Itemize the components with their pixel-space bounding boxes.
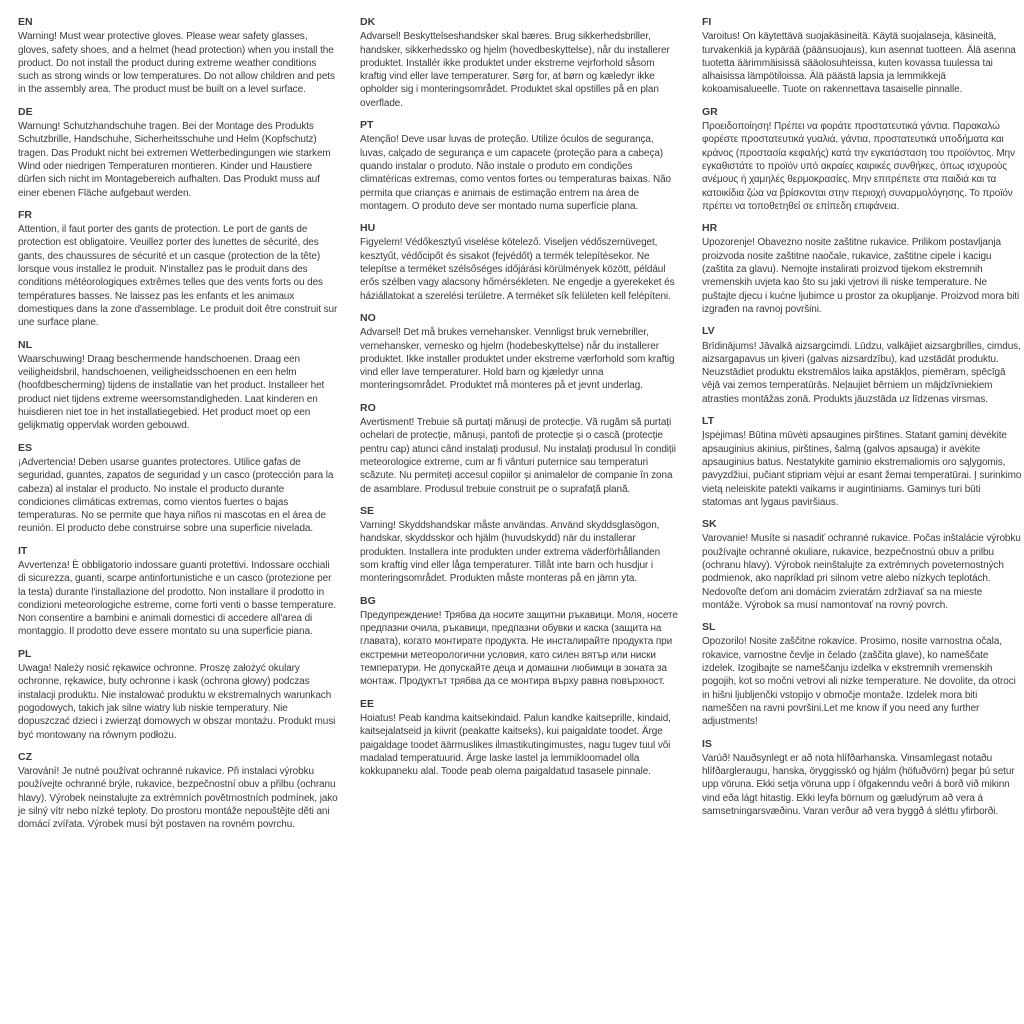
language-section-dk [360, 16, 680, 110]
language-section-sl [702, 621, 1022, 728]
language-section-pl [18, 648, 338, 742]
warning-text: Предупреждение! Трябва да носите защитни ръкавици. Моля, носете предпазни очила, ръкавици, предпазни обувки и каска (защита на главата), когато монтирате продукта. Не инсталирайте продукта при екстремни метеорологични условия, като силен вятър или ниски температури. Не допускайте деца и домашни любимци в зоната за монтаж. Продуктът трябва да се монтира върху равна повърхност. [360, 609, 678, 688]
language-code-label: HR [702, 222, 718, 235]
warning-text: Warning! Must wear protective gloves. Please wear safety glasses, gloves, safety shoes, and a helmet (head protection) when you install the product. Do not install the product during extreme weather conditions such as strong winds or low temperatures. Do not allow children and pets in the assembly area. The product must be built on a level surface. [18, 31, 335, 96]
warning-column-right [702, 16, 1022, 1014]
language-code-label: PT [360, 119, 374, 132]
warning-text: Advarsel! Det må brukes vernehansker. Vennligst bruk vernebriller, vernehansker, vernesko og hjelm (hodebeskyttelse) når du installerer produktet. Ikke installer produktet under ekstreme værforhold som kraftig vind eller lave temperaturer. Hold barn og kjæledyr unna monteringsområdet. Produktet må monteres på et jevnt underlag. [360, 327, 675, 392]
warning-text: Warnung! Schutzhandschuhe tragen. Bei der Montage des Produkts Schutzbrille, Handschuhe, Sicherheitsschuhe und Helm (Kopfschutz) tragen. Das Produkt nicht bei extremen Wetterbedingungen wie starkem Wind oder niedrigen Temperaturen montieren. Kinder und Haustiere dürfen sich nicht im Montagebereich aufhalten. Das Produkt muss auf einer ebenen Fläche aufgebaut werden. [18, 121, 331, 199]
language-code-label: PL [18, 647, 32, 660]
warning-text: Įspėjimas! Būtina mūvėti apsaugines pirštines. Statant gaminį dėvėkite apsauginius akinius, pirštines, šalmą (galvos apsauga) ir avėkite apsauginius batus. Nestatykite gaminio ekstremaliomis oro sąlygomis, pavyzdžiui, pučiant stipriam vėjui ar esant žemai temperatūrai. Į surinkimo vietą neleiskite patekti vaikams ir augintiniams. Gaminys turi būti statomas ant lygaus paviršiaus. [702, 430, 1022, 508]
language-code-label: SK [702, 518, 717, 531]
language-code-label: EN [18, 16, 33, 28]
warning-text: Atenção! Deve usar luvas de proteção. Utilize óculos de segurança, luvas, calçado de segurança e um capacete (proteção para a cabeça) quando instalar o produto. Não instale o produto em condições climatéricas extremas, como ventos fortes ou temperaturas baixas. Não permita que crianças e animais de estimação entrem na área de montagem. O produto deve ser montado numa superfície plana. [360, 134, 672, 212]
language-code-label: RO [360, 401, 376, 414]
language-code-label: IT [18, 544, 28, 557]
language-section-pt [360, 119, 680, 213]
language-code-label: LT [702, 415, 715, 428]
language-section-de [18, 106, 338, 200]
language-code-label: IS [702, 737, 712, 750]
language-code-label: SL [702, 621, 716, 634]
warning-text: Avertisment! Trebuie să purtați mănuși de protecție. Vă rugăm să purtați ochelari de protecție, mănuși, pantofi de protecție și o cască (protecție pentru cap) atunci când instalați produsul. Nu instalați produsul în condiții meteorologice extreme, cum ar fi vânturi puternice sau temperaturi scăzute. Nu permiteți accesul copiilor și animalelor de companie în zona de asamblare. Produsul trebuie construit pe o suprafață plană. [360, 417, 676, 495]
language-code-label: HU [360, 222, 376, 235]
language-code-label: SE [360, 504, 375, 517]
language-code-label: EE [360, 697, 375, 710]
language-code-label: NO [360, 311, 376, 324]
language-code-label: DK [360, 16, 376, 28]
warning-text: Figyelem! Védőkesztyű viselése kötelező. Viseljen védőszemüveget, kesztyűt, védőcipőt és sisakot (fejvédőt) a termék telepítésekor. Ne telepítse a terméket szélsőséges időjárási körülmények között, például erős szélben vagy alacsony hőmérsékleten. Ne engedje a gyerekeket és háziállatokat a szerelési területre. A terméket sík felületen kell felépíteni. [360, 237, 675, 302]
warning-text: Advarsel! Beskyttelseshandsker skal bæres. Brug sikkerhedsbriller, handsker, sikkerhedssko og hjelm (hovedbeskyttelse), når du installerer produktet. Installér ikke produktet under ekstreme vejrforhold såsom kraftig vind eller lave temperaturer. Sørg for, at børn og kæledyr ikke opholder sig i monteringsområdet. Produktet skal opstilles på en plan overflade. [360, 31, 670, 109]
language-section-bg [360, 595, 680, 689]
language-section-no [360, 312, 680, 393]
warning-text: Waarschuwing! Draag beschermende handschoenen. Draag een veiligheidsbril, handschoenen, veiligheidsschoenen en een helm (hoofdbescherming) tijdens de installatie van het product. Installeer het product niet tijdens extreme weersomstandigheden. Laat kinderen en huisdieren niet toe in het installatiegebied. Het product moet op een gelijkmatig oppervlak worden gebouwd. [18, 353, 325, 432]
warning-text: Avvertenza! È obbligatorio indossare guanti protettivi. Indossare occhiali di sicurezza, guanti, scarpe antinfortunistiche e un casco (protezione per la testa) durante l'installazione del prodotto. Non installare il prodotto in condizioni meteorologiche estreme, come forti venti o basse temperature. Non consentire a bambini e animali domestici di accedere all'area di montaggio. Il prodotto deve essere montato su una superficie piana. [18, 559, 336, 638]
warning-text: Uwaga! Należy nosić rękawice ochronne. Proszę założyć okulary ochronne, rękawice, buty ochronne i kask (ochrona głowy) podczas instalacji produktu. Nie instalować produktu w ekstremalnych warunkach pogodowych, takich jak silne wiatry lub niskie temperatury. Nie dopuszczać dzieci i zwierząt domowych w obszar montażu. Produkt musi być montowany na równym podłożu. [18, 663, 336, 741]
warning-text: Opozorilo! Nosite zaščitne rokavice. Prosimo, nosite varnostna očala, rokavice, varnostne čevlje in čelado (zaščita glave), ko nameščate izdelek. Izogibajte se nameščanju izdelka v ekstremnih vremenskih pogojih, kot so močni vetrovi ali nizke temperature. Ne dovolite, da otroci in hišni ljubljenčki vstopijo v območje montaže. Izdelek mora biti nameščen na ravni površini.Let me know if you need any further adjustments! [702, 636, 1016, 728]
language-section-lt [702, 415, 1022, 509]
language-code-label: CZ [18, 750, 32, 763]
language-code-label: FI [702, 16, 712, 28]
warning-text: Προειδοποίηση! Πρέπει να φοράτε προστατευτικά γάντια. Παρακαλώ φορέστε προστατευτικά γυαλιά, γάντια, προστατευτικά υποδήματα και κράνος (προστασία κεφαλής) κατά την εγκατάσταση του προϊόντος. Μην εγκαθιστάτε το προϊόν υπό ακραίες καιρικές συνθήκες, όπως ισχυρούς ανέμους ή χαμηλές θερμοκρασίες. Μην επιτρέπετε στα παιδιά και τα κατοικίδια ζώα να βρίσκονται στην περιοχή συναρμολόγησης. Το προϊόν πρέπει να τοποθετηθεί σε επίπεδη επιφάνεια. [702, 121, 1015, 212]
warning-text: Attention, il faut porter des gants de protection. Le port de gants de protection est obligatoire. Veuillez porter des lunettes de sécurité, des gants, des chaussures de sécurité et un casque (protection de la tête) lorsque vous installez le produit. N'installez pas le produit dans des conditions météorologiques extrêmes telles que des vents forts ou des températures basses. Ne laissez pas les enfants et les animaux domestiques dans la zone d'assemblage. Le produit doit être construit sur une surface plane. [18, 224, 338, 329]
language-code-label: BG [360, 594, 376, 607]
language-code-label: FR [18, 208, 32, 221]
warning-text: Varúð! Nauðsynlegt er að nota hlífðarhanska. Vinsamlegast notaðu hlífðargleraugu, hanska, öryggisskó og hjálm (höfuðvörn) þegar þú setur upp vöruna. Ekki setja vöruna upp í öfgakenndu veðri á borð við mikinn vind eða lágt hitastig. Ekki leyfa börnum og gæludýrum að vera á samsetningarsvæðinu. Varan verður að vera byggð á sléttu yfirborði. [702, 752, 1015, 818]
language-section-ee [360, 698, 680, 779]
language-code-label: GR [702, 105, 718, 118]
warning-text: Varoitus! On käytettävä suojakäsineitä. Käytä suojalaseja, käsineitä, turvakenkiä ja kypärää (päänsuojaus), kun asennat tuotteen. Älä asenna tuotetta äärimmäisissä sääolosuhteissa, kuten kovassa tuulessa tai alhaisissa lämpötiloissa. Älä päästä lapsia ja lemmikkejä kokoamisalueelle. Tuote on rakennettava tasaiselle pinnalle. [702, 31, 1016, 96]
language-section-hu [360, 222, 680, 303]
warning-text: Hoiatus! Peab kandma kaitsekindaid. Palun kandke kaitseprille, kindaid, kaitsejalatseid ja kiivrit (peakatte kaitseks), kui paigaldate toodet. Ärge paigaldage toodet äärmuslikes ilmastikutingimustes, nagu tugev tuul või madalad temperatuurid. Ärge laske lastel ja lemmikloomadel olla kokkupaneku alal. Toode peab olema paigaldatud tasasele pinnale. [360, 712, 671, 778]
warning-column-left [18, 16, 338, 1014]
language-section-gr [702, 106, 1022, 213]
warning-column-middle [360, 16, 680, 1014]
language-section-cz [18, 751, 338, 832]
language-section-it [18, 545, 338, 639]
language-section-ro [360, 402, 680, 496]
language-section-is [702, 738, 1022, 819]
language-code-label: NL [18, 338, 32, 351]
language-section-se [360, 505, 680, 586]
language-section-fi [702, 16, 1022, 97]
language-code-label: LV [702, 325, 715, 338]
language-section-en [18, 16, 338, 97]
warning-text: Brīdinājums! Jāvalkā aizsargcimdi. Lūdzu, valkājiet aizsargbrilles, cimdus, aizsargapavus un ķiveri (galvas aizsardzību), kad uzstādāt produktu. Neuzstādiet produktu ekstremālos laika apstākļos, piemēram, spēcīgā vējā vai zemos temperatūrās. Neļaujiet bērniem un mājdzīvniekiem atrasties montāžas zonā. Produkts jāuzstāda uz līdzenas virsmas. [702, 340, 1021, 405]
warning-text: Upozorenje! Obavezno nosite zaštitne rukavice. Prilikom postavljanja proizvoda nosite zaštitne naočale, rukavice, zaštitne cipele i kacigu (zaštita za glavu). Nemojte instalirati proizvod tijekom ekstremnih vremenskih uvjeta kao što su jaki vjetrovi ili niske temperature. Ne puštajte djecu i kućne ljubimce u prostor za okupljanje. Proizvod mora biti izgrađen na ravnoj površini. [702, 237, 1020, 315]
language-code-label: DE [18, 105, 33, 118]
language-section-fr [18, 209, 338, 330]
warning-text: ¡Advertencia! Deben usarse guantes protectores. Utilice gafas de seguridad, guantes, zapatos de seguridad y un casco (protección para la cabeza) al instalar el producto. No instale el producto durante condiciones climáticas extremas, como vientos fuertes o bajas temperaturas. No se permite que haya niños ni mascotas en el área de reunión. El producto debe construirse sobre una superficie nivelada. [18, 456, 334, 535]
warning-text: Varovanie! Musíte si nasadiť ochranné rukavice. Počas inštalácie výrobku používajte ochranné okuliare, rukavice, bezpečnostnú obuv a prilbu (ochranu hlavy). Výrobok neinštalujte za extrémnych poveternostných podmienok, ako napríklad pri silnom vetre alebo nízkych teplotách. Nedovoľte deťom ani domácim zvieratám zdržiavať sa na mieste montáže. Výrobok sa musí namontovať na rovný povrch. [702, 533, 1021, 611]
language-section-sk [702, 518, 1022, 612]
language-section-lv [702, 325, 1022, 406]
language-section-nl [18, 339, 338, 433]
warning-text: Varování! Je nutné používat ochranné rukavice. Při instalaci výrobku používejte ochranné brýle, rukavice, bezpečnostní obuv a přilbu (ochranu hlavy). Výrobek neinstalujte za extrémních povětrnostních podmínek, jako je silný vítr nebo nízké teploty. Do prostoru montáže nepouštějte děti ani domácí zvířata. Výrobek musí být postaven na rovném povrchu. [18, 766, 338, 831]
language-code-label: ES [18, 441, 33, 454]
warning-text: Varning! Skyddshandskar måste användas. Använd skyddsglasögon, handskar, skyddsskor och hjälm (huvudskydd) när du installerar produkten. Installera inte produkten under extrema väderförhållanden som kraftig vind eller låga temperaturer. Tillåt inte barn och husdjur i monteringsområdet. Produkten måste monteras på en jämn yta. [360, 520, 661, 585]
language-section-hr [702, 222, 1022, 316]
language-section-es [18, 442, 338, 536]
